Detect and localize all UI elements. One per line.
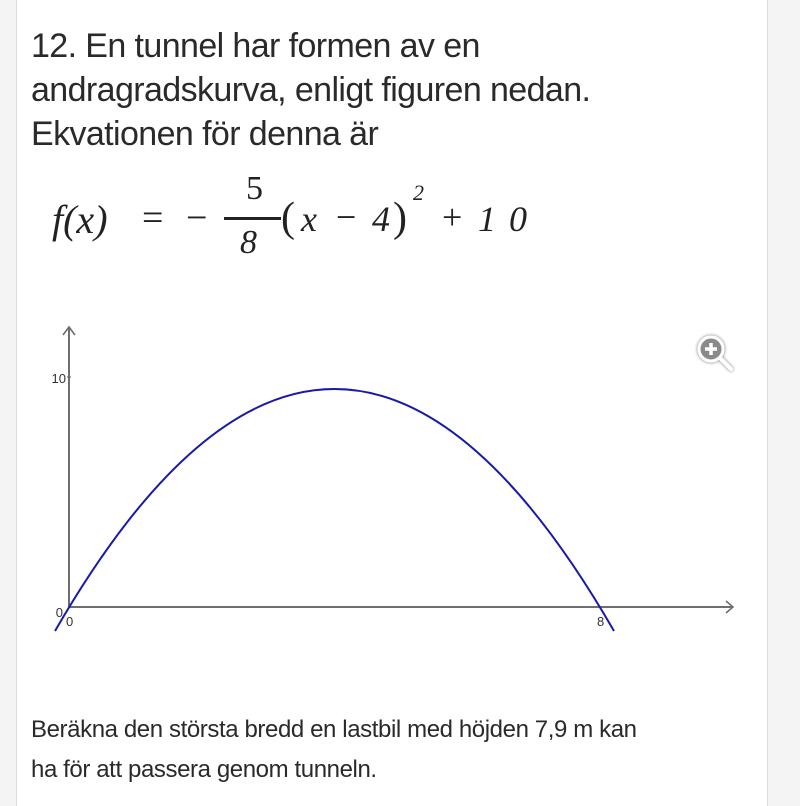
paren-open: ( [281, 195, 295, 241]
equation-lhs: f(x) [52, 197, 108, 242]
origin-x-label: 0 [66, 614, 74, 629]
exponent: 2 [413, 180, 424, 205]
equation [38, 170, 558, 276]
fraction-numerator: 5 [246, 170, 263, 207]
tunnel-graph [0, 300, 800, 640]
equation-plus: + [442, 197, 463, 237]
question-line-2: ha för att passera genom tunneln. [31, 756, 377, 783]
zoom-in-icon [693, 331, 737, 375]
title-line-2: andragradskurva, enligt figuren nedan. [31, 71, 591, 109]
fraction-denominator: 8 [240, 224, 257, 261]
paren-close: ) [393, 195, 407, 241]
equation-equals: = [142, 197, 164, 239]
question-line-1: Beräkna den största bredd en lastbil med höjden 7,9 m kan [31, 716, 637, 743]
y-tick-label-10: 10 [51, 371, 66, 386]
tunnel-curve [55, 389, 614, 631]
equation-x: x [301, 199, 317, 239]
equation-constant: 1 0 [478, 199, 529, 239]
equation-inner-minus: − [336, 197, 357, 237]
x-tick-label-8: 8 [597, 614, 605, 629]
title-line-3: Ekvationen för denna är [31, 115, 379, 153]
equation-inner-const: 4 [372, 199, 390, 239]
origin-y-label: 0 [55, 605, 63, 620]
problem-statement [31, 24, 731, 156]
equation-minus: − [186, 197, 208, 239]
question-text [31, 710, 731, 790]
fraction-bar [224, 217, 281, 220]
title-line-1: 12. En tunnel har formen av en [31, 27, 480, 65]
zoom-in-button[interactable] [693, 331, 737, 375]
